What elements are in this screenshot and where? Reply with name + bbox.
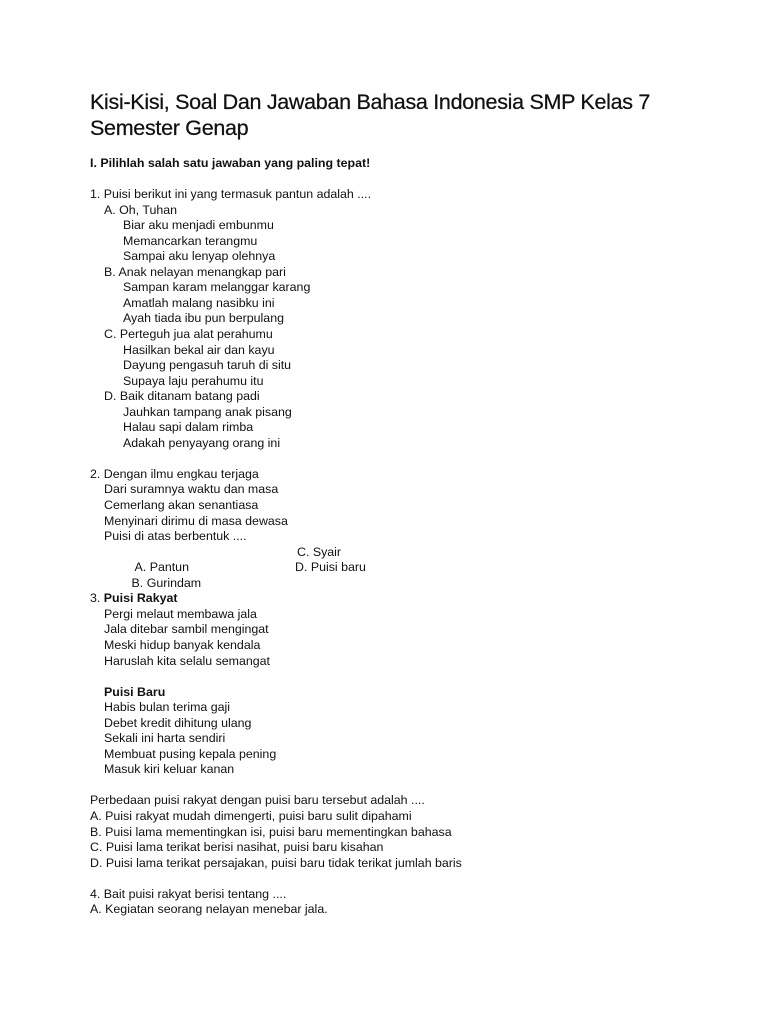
poem-line: Masuk kiri keluar kanan [104,762,235,777]
instruction: I. Pilihlah salah satu jawaban yang paling tepat! [90,156,371,170]
option-b: B. Puisi lama mementingkan isi, puisi baru mementingkan bahasa [90,824,452,839]
question-heading-row [90,591,730,607]
option-a: A. Puisi rakyat mudah dimengerti, puisi baru sulit dipahami [90,808,412,823]
option-a-line: Memancarkan terangmu [123,233,258,248]
option-d-label: D. Baik ditanam batang padi [104,389,260,404]
question-3 [90,591,730,871]
poem-heading: Puisi Baru [104,684,166,699]
option-b-line: Sampan karam melanggar karang [123,280,311,295]
poem-line: Debet kredit dihitung ulang [104,715,252,730]
question-stem: 1. Puisi berikut ini yang termasuk pantun adalah .... [90,187,372,202]
question-number: 3. [90,591,101,606]
option-b: B. Gurindam [131,575,202,590]
option-a-line: Biar aku menjadi embunmu [123,218,274,233]
option-a: A. Kegiatan seorang nelayan menebar jala. [90,902,328,917]
document-body [90,156,730,918]
option-c-line: Hasilkan bekal air dan kayu [123,342,275,357]
option-d: D. Puisi lama terikat persajakan, puisi baru tidak terikat jumlah baris [90,855,462,870]
poem-line: Pergi melaut membawa jala [104,606,257,621]
option-d: D. Puisi baru [295,560,366,575]
document-title: Kisi-Kisi, Soal Dan Jawaban Bahasa Indonesia SMP Kelas 7 Semester Genap [90,90,651,140]
poem-line: Meski hidup banyak kendala [104,637,261,652]
option-a: A. Pantun [134,560,189,575]
poem-line: Sekali ini harta sendiri [104,731,226,746]
poem-line: Menyinari dirimu di masa dewasa [104,513,288,528]
spacer [90,451,730,467]
option-c: C. Puisi lama terikat berisi nasihat, puisi baru kisahan [90,840,384,855]
poem-heading: Puisi Rakyat [103,591,178,606]
poem-line: Dari suramnya waktu dan masa [104,482,279,497]
poem-line: Haruslah kita selalu semangat [104,653,270,668]
option-c: C. Syair [297,544,342,559]
option-d-line: Adakah penyayang orang ini [123,435,281,450]
option-b-line: Amatlah malang nasibku ini [123,295,275,310]
option-d-line: Halau sapi dalam rimba [123,420,254,435]
poem-line: Puisi di atas berbentuk .... [104,529,247,544]
question-stem: 2. Dengan ilmu engkau terjaga [90,466,259,481]
option-row [90,560,730,590]
question-stem: 4. Bait puisi rakyat berisi tentang .... [90,886,287,901]
option-c-line: Supaya laju perahumu itu [123,373,264,388]
option-b-line: Ayah tiada ibu pun berpulang [123,311,284,326]
spacer [90,669,730,685]
option-c-line: Dayung pengasuh taruh di situ [123,358,292,373]
poem-line: Membuat pusing kepala pening [104,746,277,761]
spacer [90,778,730,794]
option-c-label: C. Perteguh jua alat perahumu [104,327,273,342]
spacer [90,871,730,887]
question-1 [90,187,730,451]
poem-line: Habis bulan terima gaji [104,700,231,715]
poem-line: Cemerlang akan senantiasa [104,498,259,513]
option-b-label: B. Anak nelayan menangkap pari [104,264,286,279]
question-stem: Perbedaan puisi rakyat dengan puisi baru tersebut adalah .... [90,793,425,808]
question-2 [90,466,730,590]
option-a-label: A. Oh, Tuhan [104,202,178,217]
poem-line: Jala ditebar sambil mengingat [104,622,269,637]
option-d-line: Jauhkan tampang anak pisang [123,404,292,419]
option-a-line: Sampai aku lenyap olehnya [123,249,276,264]
question-4 [90,887,730,918]
spacer [90,172,730,188]
